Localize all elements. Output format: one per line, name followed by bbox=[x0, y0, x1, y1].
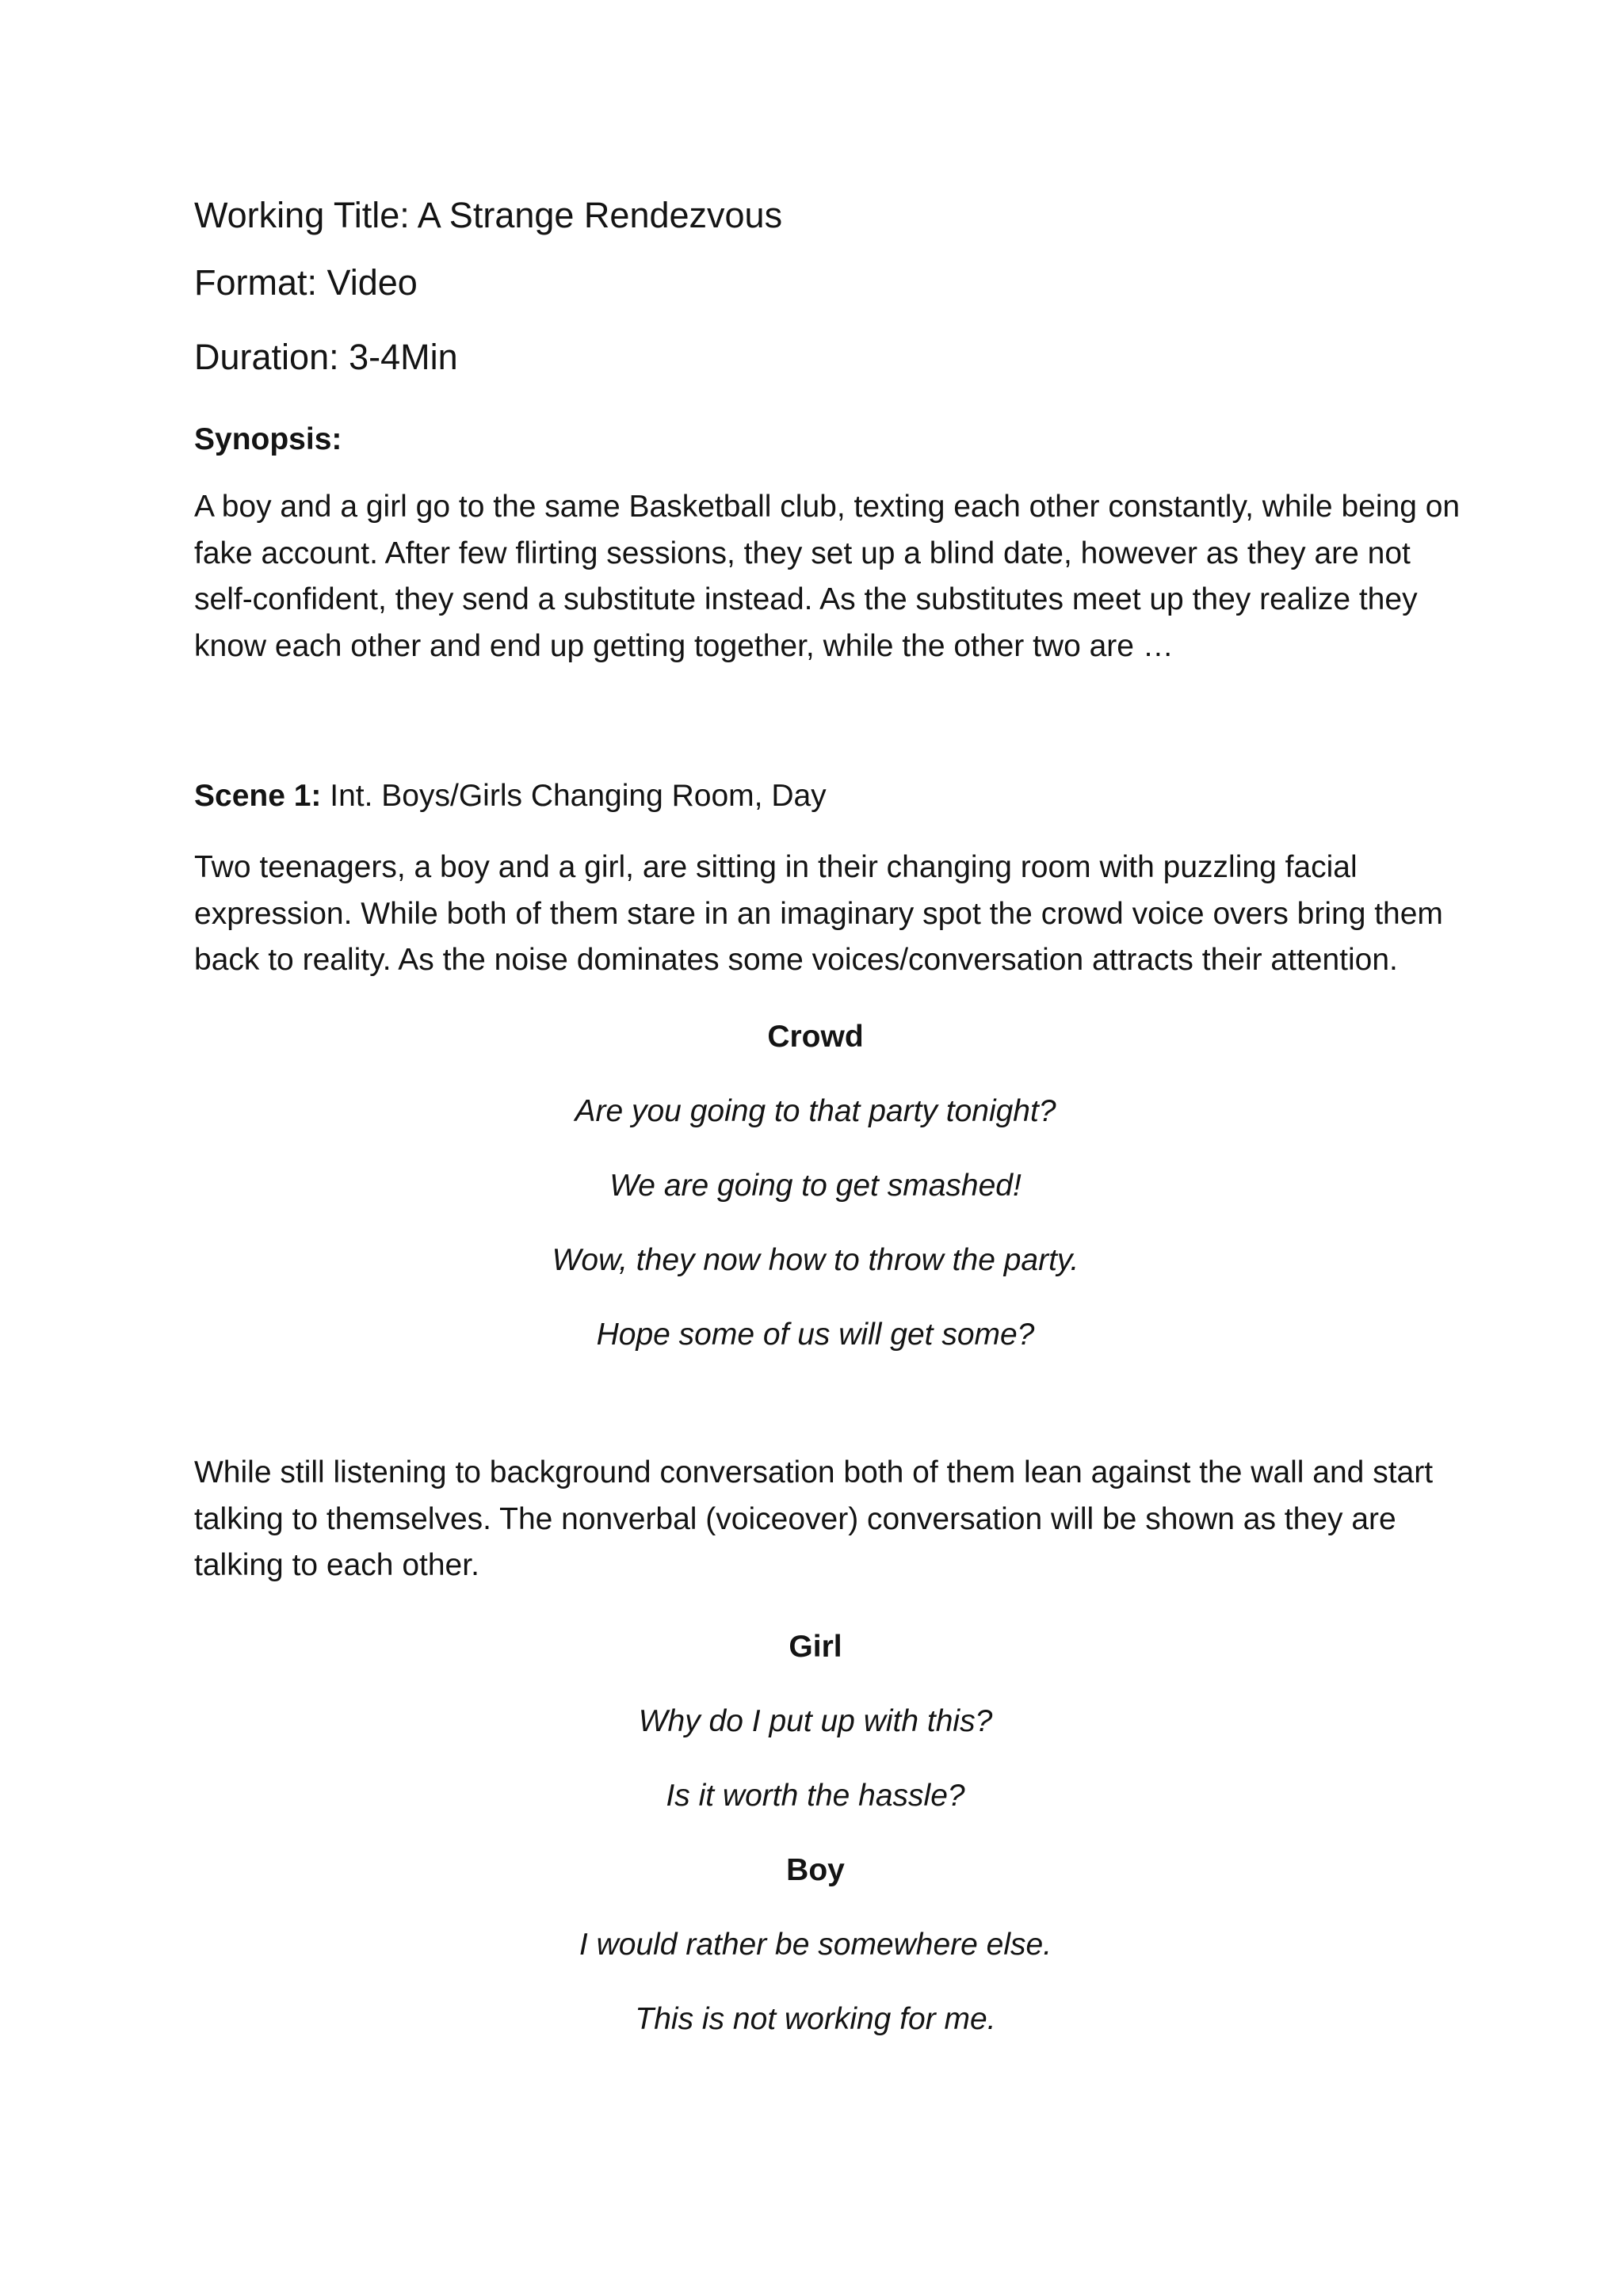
scene-middle-line: talking to each other. bbox=[194, 1548, 479, 1582]
scene-heading bbox=[194, 773, 827, 820]
synopsis-line: know each other and end up getting together, while the other two are … bbox=[194, 628, 1174, 663]
scene-intro-paragraph bbox=[194, 845, 1478, 984]
synopsis-heading: Synopsis: bbox=[194, 422, 342, 456]
speaker-girl: Girl bbox=[789, 1630, 842, 1664]
speaker-crowd: Crowd bbox=[767, 1020, 864, 1054]
format-line: Format: Video bbox=[194, 262, 418, 303]
scene-intro-line: back to reality. As the noise dominates some voices/conversation attracts their attention. bbox=[194, 943, 1398, 977]
speaker-boy: Boy bbox=[786, 1853, 845, 1887]
dialogue-line: Are you going to that party tonight? bbox=[575, 1094, 1056, 1128]
dialogue-line: Why do I put up with this? bbox=[638, 1704, 993, 1738]
scene-middle-paragraph bbox=[194, 1450, 1478, 1589]
scene-setting: Int. Boys/Girls Changing Room, Day bbox=[321, 779, 827, 813]
scene-intro-line: Two teenagers, a boy and a girl, are sitting in their changing room with puzzling facial bbox=[194, 850, 1358, 884]
synopsis-line: self-confident, they send a substitute instead. As the substitutes meet up they realize they bbox=[194, 582, 1418, 616]
scene-middle-line: While still listening to background conversation both of them lean against the wall and start bbox=[194, 1455, 1434, 1489]
dialogue-line: We are going to get smashed! bbox=[609, 1169, 1022, 1203]
synopsis-line: A boy and a girl go to the same Basketball club, texting each other constantly, while being on bbox=[194, 490, 1461, 524]
synopsis-line: fake account. After few flirting sessions, they set up a blind date, however as they are not bbox=[194, 536, 1411, 570]
scene-label: Scene 1: bbox=[194, 779, 322, 813]
dialogue-line: This is not working for me. bbox=[635, 2002, 996, 2036]
dialogue-line: Hope some of us will get some? bbox=[596, 1318, 1035, 1352]
scene-intro-line: expression. While both of them stare in an imaginary spot the crowd voice overs bring them bbox=[194, 896, 1443, 931]
duration-line: Duration: 3-4Min bbox=[194, 337, 458, 377]
dialogue-line: Is it worth the hassle? bbox=[666, 1779, 965, 1813]
dialogue-line: Wow, they now how to throw the party. bbox=[552, 1243, 1079, 1277]
dialogue-line: I would rather be somewhere else. bbox=[579, 1928, 1052, 1962]
working-title: Working Title: A Strange Rendezvous bbox=[194, 195, 783, 235]
synopsis-paragraph bbox=[194, 484, 1478, 669]
scene-middle-line: talking to themselves. The nonverbal (voiceover) conversation will be shown as they are bbox=[194, 1501, 1396, 1536]
